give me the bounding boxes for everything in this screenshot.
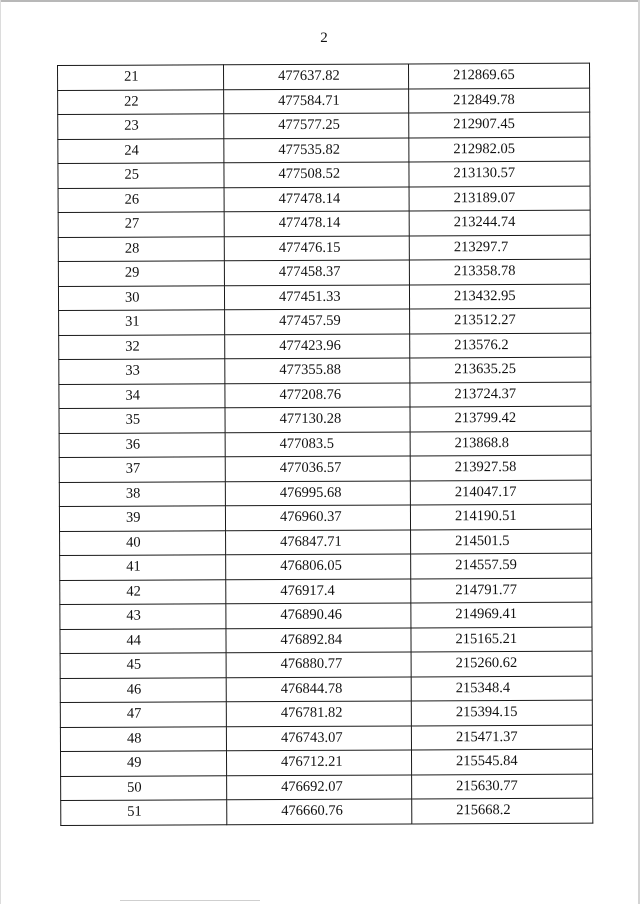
table-row (58, 210, 590, 237)
point-number-cell: 40 (60, 530, 226, 555)
coordinates-table-body (58, 63, 593, 825)
y-coordinate-cell: 213189.07 (409, 186, 590, 211)
y-coordinate-cell: 213724.37 (410, 382, 591, 407)
x-coordinate-cell: 477457.59 (225, 309, 410, 334)
y-coordinate-cell: 215668.2 (412, 798, 593, 823)
x-coordinate-cell: 477637.82 (224, 64, 409, 89)
table-row (58, 137, 590, 164)
point-number-cell: 51 (61, 800, 227, 825)
x-coordinate-cell: 477083.5 (225, 431, 410, 456)
x-coordinate-cell: 476995.68 (225, 480, 410, 505)
x-coordinate-cell: 477130.28 (225, 407, 410, 432)
y-coordinate-cell: 213244.74 (409, 210, 590, 235)
x-coordinate-cell: 476847.71 (226, 529, 411, 554)
y-coordinate-cell: 213358.78 (409, 259, 590, 284)
table-row (60, 676, 592, 703)
x-coordinate-cell: 477476.15 (224, 235, 409, 260)
point-number-cell: 37 (59, 457, 225, 482)
point-number-cell: 47 (60, 702, 226, 727)
y-coordinate-cell: 215394.15 (411, 700, 592, 725)
x-coordinate-cell: 477458.37 (224, 260, 409, 285)
table-row (59, 382, 591, 409)
table-row (58, 235, 590, 262)
point-number-cell: 36 (59, 432, 225, 457)
coordinates-table (57, 63, 593, 826)
y-coordinate-cell: 214501.5 (411, 529, 592, 554)
table-row (59, 357, 591, 384)
table-row (58, 88, 590, 115)
y-coordinate-cell: 214791.77 (411, 578, 592, 603)
table-row (60, 627, 592, 654)
x-coordinate-cell: 477451.33 (224, 284, 409, 309)
x-coordinate-cell: 477478.14 (224, 186, 409, 211)
table-row (59, 406, 591, 433)
table-row (60, 553, 592, 580)
x-coordinate-cell: 476692.07 (227, 774, 412, 799)
table-row (60, 529, 592, 556)
point-number-cell: 30 (58, 285, 224, 310)
y-coordinate-cell: 215545.84 (411, 749, 592, 774)
table-row (60, 578, 592, 605)
table-row (60, 602, 592, 629)
scan-footer-mark (120, 900, 260, 901)
x-coordinate-cell: 477423.96 (225, 333, 410, 358)
table-row (58, 112, 590, 139)
y-coordinate-cell: 215471.37 (411, 725, 592, 750)
point-number-cell: 48 (60, 726, 226, 751)
y-coordinate-cell: 214190.51 (410, 504, 591, 529)
x-coordinate-cell: 476806.05 (226, 554, 411, 579)
point-number-cell: 32 (59, 334, 225, 359)
x-coordinate-cell: 476743.07 (226, 725, 411, 750)
x-coordinate-cell: 476844.78 (226, 676, 411, 701)
point-number-cell: 26 (58, 187, 224, 212)
point-number-cell: 41 (60, 555, 226, 580)
table-row (60, 749, 592, 776)
point-number-cell: 27 (58, 212, 224, 237)
table-row (59, 480, 591, 507)
point-number-cell: 22 (58, 89, 224, 114)
x-coordinate-cell: 477535.82 (224, 137, 409, 162)
point-number-cell: 35 (59, 408, 225, 433)
x-coordinate-cell: 476660.76 (227, 799, 412, 824)
point-number-cell: 24 (58, 138, 224, 163)
y-coordinate-cell: 214557.59 (411, 553, 592, 578)
table-row (59, 308, 591, 335)
page-number: 2 (320, 30, 328, 46)
y-coordinate-cell: 215630.77 (412, 774, 593, 799)
y-coordinate-cell: 214969.41 (411, 602, 592, 627)
point-number-cell: 44 (60, 628, 226, 653)
table-row (59, 455, 591, 482)
table-row (61, 798, 593, 825)
table-row (59, 504, 591, 531)
point-number-cell: 39 (59, 506, 225, 531)
table-row (58, 259, 590, 286)
y-coordinate-cell: 212869.65 (408, 63, 589, 88)
y-coordinate-cell: 215165.21 (411, 627, 592, 652)
y-coordinate-cell: 212849.78 (409, 88, 590, 113)
table-row (58, 284, 590, 311)
table-row (60, 725, 592, 752)
point-number-cell: 21 (58, 65, 224, 90)
x-coordinate-cell: 476880.77 (226, 652, 411, 677)
point-number-cell: 43 (60, 604, 226, 629)
x-coordinate-cell: 477577.25 (224, 113, 409, 138)
x-coordinate-cell: 476960.37 (225, 505, 410, 530)
x-coordinate-cell: 477478.14 (224, 211, 409, 236)
point-number-cell: 28 (58, 236, 224, 261)
point-number-cell: 34 (59, 383, 225, 408)
point-number-cell: 50 (61, 775, 227, 800)
point-number-cell: 23 (58, 114, 224, 139)
point-number-cell: 33 (59, 359, 225, 384)
y-coordinate-cell: 215348.4 (411, 676, 592, 701)
point-number-cell: 42 (60, 579, 226, 604)
point-number-cell: 31 (59, 310, 225, 335)
x-coordinate-cell: 476712.21 (226, 750, 411, 775)
y-coordinate-cell: 213927.58 (410, 455, 591, 480)
x-coordinate-cell: 476917.4 (226, 578, 411, 603)
point-number-cell: 49 (60, 751, 226, 776)
y-coordinate-cell: 213576.2 (410, 333, 591, 358)
x-coordinate-cell: 477208.76 (225, 382, 410, 407)
y-coordinate-cell: 212907.45 (409, 112, 590, 137)
y-coordinate-cell: 213297.7 (409, 235, 590, 260)
y-coordinate-cell: 213868.8 (410, 431, 591, 456)
table-row (59, 431, 591, 458)
y-coordinate-cell: 215260.62 (411, 651, 592, 676)
y-coordinate-cell: 213635.25 (410, 357, 591, 382)
x-coordinate-cell: 476781.82 (226, 701, 411, 726)
x-coordinate-cell: 476890.46 (226, 603, 411, 628)
y-coordinate-cell: 212982.05 (409, 137, 590, 162)
table-row (60, 700, 592, 727)
point-number-cell: 46 (60, 677, 226, 702)
table-row (61, 774, 593, 801)
x-coordinate-cell: 477584.71 (224, 88, 409, 113)
table-row (58, 186, 590, 213)
point-number-cell: 38 (59, 481, 225, 506)
table-row (58, 63, 590, 90)
table-row (59, 333, 591, 360)
y-coordinate-cell: 213432.95 (409, 284, 590, 309)
table-row (60, 651, 592, 678)
x-coordinate-cell: 477508.52 (224, 162, 409, 187)
y-coordinate-cell: 213799.42 (410, 406, 591, 431)
scan-edge-top (0, 0, 640, 2)
x-coordinate-cell: 477036.57 (225, 456, 410, 481)
y-coordinate-cell: 213130.57 (409, 161, 590, 186)
y-coordinate-cell: 213512.27 (410, 308, 591, 333)
x-coordinate-cell: 477355.88 (225, 358, 410, 383)
x-coordinate-cell: 476892.84 (226, 627, 411, 652)
table-row (58, 161, 590, 188)
point-number-cell: 29 (58, 261, 224, 286)
scan-edge-left (0, 0, 1, 904)
point-number-cell: 45 (60, 653, 226, 678)
point-number-cell: 25 (58, 163, 224, 188)
y-coordinate-cell: 214047.17 (410, 480, 591, 505)
